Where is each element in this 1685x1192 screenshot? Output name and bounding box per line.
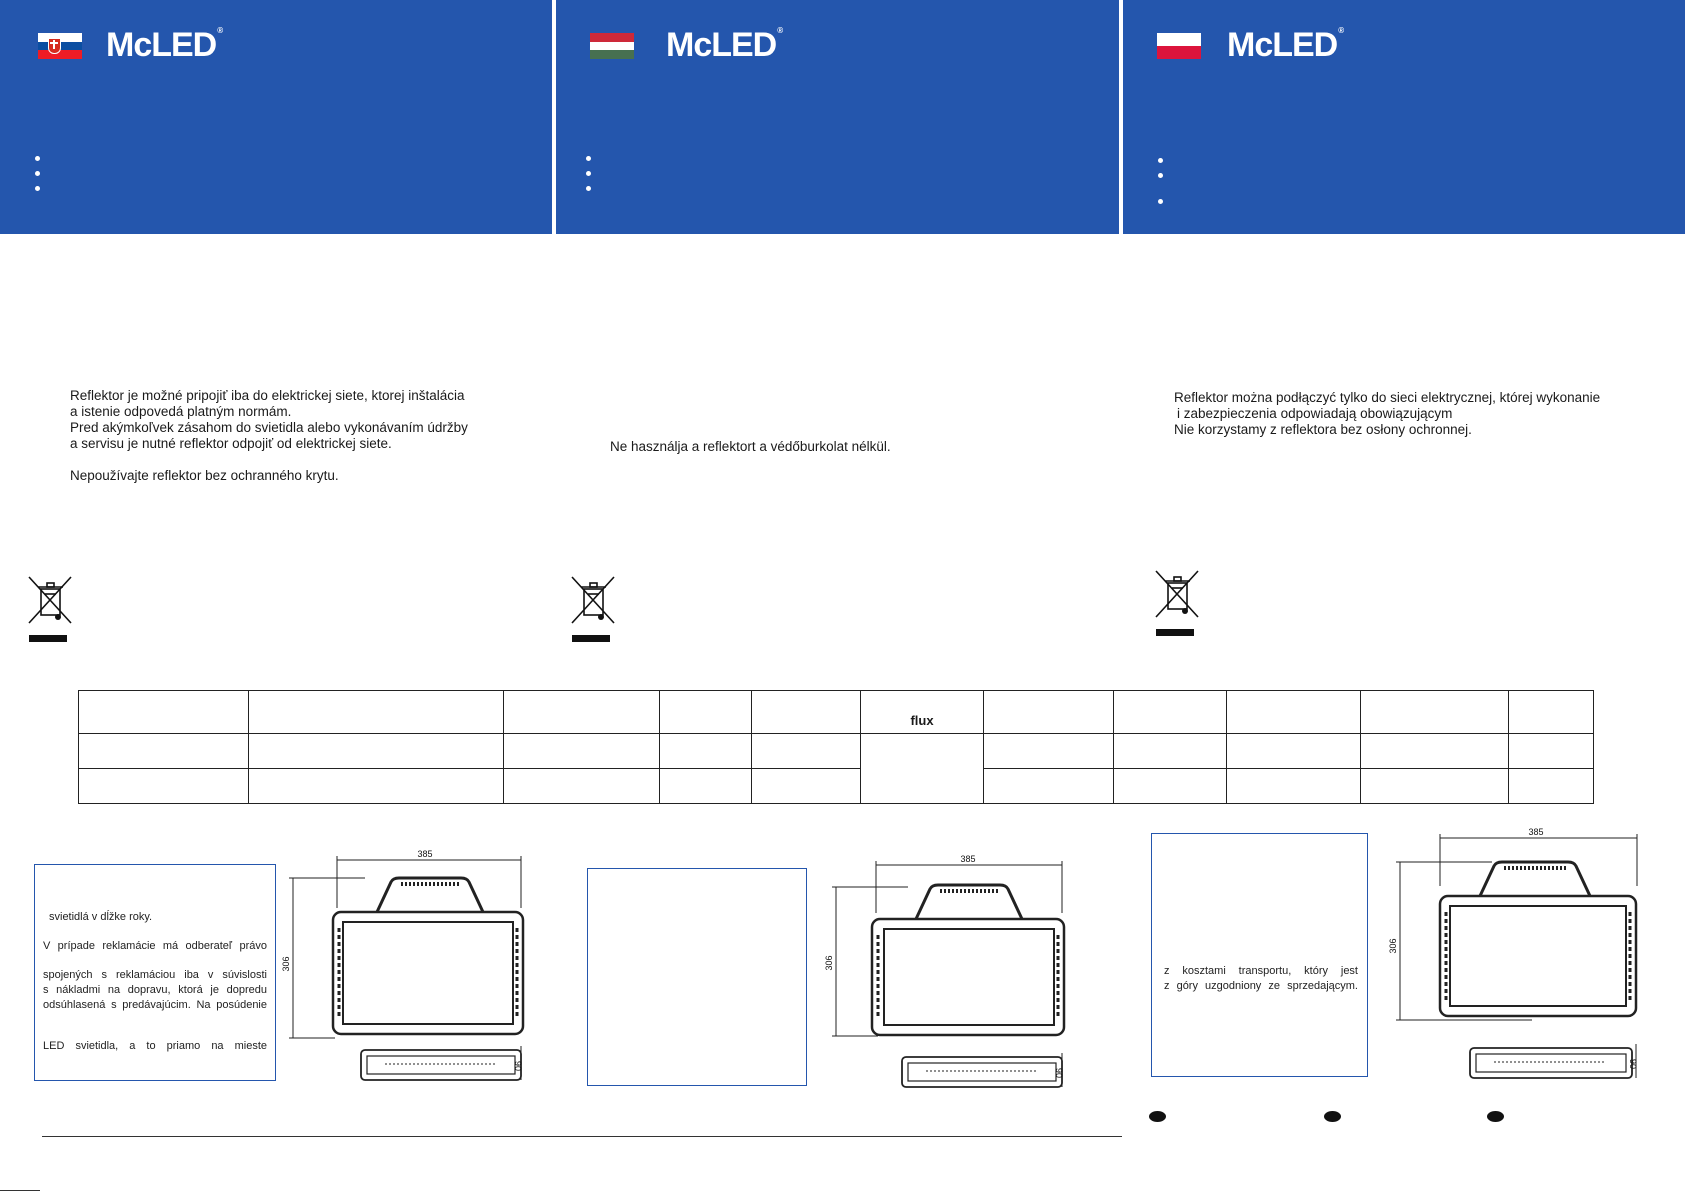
warranty-box-hu [587, 868, 807, 1086]
warranty-box-sk [34, 864, 276, 1081]
mark-dot-icon [1324, 1111, 1341, 1122]
table-cell [79, 769, 249, 804]
brand-logo-pl [1227, 26, 1344, 65]
safety-line: Reflektor można podłączyć tylko do sieci elektrycznej, której wykonanie [1174, 390, 1601, 405]
height-dimension-label: 306 [824, 955, 834, 971]
safety-text-sk [70, 388, 490, 484]
width-dimension-label: 385 [1528, 827, 1544, 837]
table-cell [660, 691, 752, 734]
table-cell [984, 769, 1114, 804]
table-cell [1361, 691, 1509, 734]
registered-mark: ® [777, 26, 784, 35]
flag-pl-icon [1157, 33, 1201, 59]
safety-text-pl [1174, 390, 1614, 438]
table-cell [752, 691, 861, 734]
safety-text-hu [610, 439, 1030, 455]
flag-hu-icon [590, 33, 634, 59]
table-cell [79, 734, 249, 769]
warranty-line: odsúhlasená s predávajúcim. Na posúdenie [43, 999, 267, 1011]
parameters-table [78, 690, 1594, 804]
registered-mark: ® [1338, 26, 1345, 35]
brand-logo-sk [106, 26, 223, 65]
table-cell [1509, 769, 1594, 804]
width-dimension-label: 385 [417, 849, 433, 859]
header-bullet [586, 171, 591, 176]
safety-line: Nepoužívajte reflektor bez ochranného krytu. [70, 468, 339, 483]
table-cell [1227, 734, 1361, 769]
header-bullet [1158, 158, 1163, 163]
warranty-line: LED svietidla, a to priamo na mieste [43, 1040, 267, 1052]
header-bullet [586, 156, 591, 161]
table-cell [504, 769, 660, 804]
height-dimension-label: 306 [1388, 938, 1398, 954]
safety-line: i zabezpieczenia odpowiadają obowiązującym [1177, 406, 1453, 421]
table-cell [1509, 734, 1594, 769]
table-cell [504, 734, 660, 769]
table-header-row [79, 691, 1594, 734]
safety-line: Pred akýmkoľvek zásahom do svietidla alebo vykonávaním údržby [70, 420, 468, 435]
table-cell [249, 769, 504, 804]
table-cell [1227, 769, 1361, 804]
table-cell [504, 691, 660, 734]
warranty-line: z kosztami transportu, który jest [1164, 965, 1358, 977]
height-dimension-label: 306 [281, 956, 291, 972]
brand-logo-hu [666, 26, 783, 65]
table-cell [660, 769, 752, 804]
warranty-line: z góry uzgodniony ze sprzedającym. [1164, 980, 1358, 992]
depth-dimension-label: 90 [1628, 1058, 1638, 1070]
safety-line: a istenie odpovedá platným normám. [70, 404, 292, 419]
safety-line: a servisu je nutné reflektor odpojiť od elektrickej siete. [70, 436, 392, 451]
table-cell [79, 691, 249, 734]
table-cell [1361, 769, 1509, 804]
mark-dot-icon [1149, 1111, 1166, 1122]
flag-sk-icon [38, 33, 82, 59]
table-cell [861, 734, 984, 804]
table-cell [984, 691, 1114, 734]
header-bullet [586, 186, 591, 191]
table-cell [249, 734, 504, 769]
table-cell [660, 734, 752, 769]
flux-header: flux [861, 691, 984, 734]
depth-dimension-label: 90 [1054, 1067, 1064, 1079]
safety-line [70, 452, 490, 468]
depth-dimension-label: 90 [513, 1060, 523, 1072]
header-bullet [1158, 173, 1163, 178]
header-bullet [35, 156, 40, 161]
width-dimension-label: 385 [960, 854, 976, 864]
header-bullet [1158, 199, 1163, 204]
footer-divider [42, 1136, 1122, 1137]
warranty-line: V prípade reklamácie má odberateľ právo [43, 940, 267, 952]
weee-bin-icon [27, 575, 75, 645]
weee-bin-icon [1154, 569, 1202, 639]
safety-line: Reflektor je možné pripojiť iba do elektrickej siete, ktorej inštalácia [70, 388, 465, 403]
product-drawing-sk [281, 848, 525, 1088]
table-cell [984, 734, 1114, 769]
safety-line: Ne használja a reflektort a védőburkolat nélkül. [610, 439, 891, 454]
table-cell [1361, 734, 1509, 769]
table-row [79, 769, 1594, 804]
table-row [79, 734, 1594, 769]
warranty-line: s nákladmi na dopravu, ktorá je dopredu [43, 984, 267, 996]
header-bullet [35, 171, 40, 176]
table-cell [752, 769, 861, 804]
footer-divider-short [0, 1190, 40, 1191]
table-cell [249, 691, 504, 734]
weee-bin-icon [570, 575, 618, 645]
table-cell [1114, 734, 1227, 769]
table-cell [1227, 691, 1361, 734]
table-cell [752, 734, 861, 769]
logo-text: McLED [1227, 26, 1338, 64]
header-bullet [35, 186, 40, 191]
mark-dot-icon [1487, 1111, 1504, 1122]
product-drawing-hu [824, 853, 1068, 1093]
product-drawing-pl [1388, 826, 1642, 1086]
safety-line: Nie korzystamy z reflektora bez osłony ochronnej. [1174, 422, 1472, 437]
header-panel-pl [1123, 0, 1685, 234]
warranty-box-pl [1151, 833, 1368, 1077]
registered-mark: ® [217, 26, 224, 35]
logo-text: McLED [106, 26, 217, 64]
logo-text: McLED [666, 26, 777, 64]
header-panel-sk [0, 0, 552, 234]
table-cell [1114, 691, 1227, 734]
table-cell [1509, 691, 1594, 734]
warranty-line: spojených s reklamáciou iba v súvislosti [43, 969, 267, 981]
warranty-line: svietidlá v dĺžke roky. [49, 911, 153, 923]
table-cell [1114, 769, 1227, 804]
header-panel-hu [556, 0, 1119, 234]
